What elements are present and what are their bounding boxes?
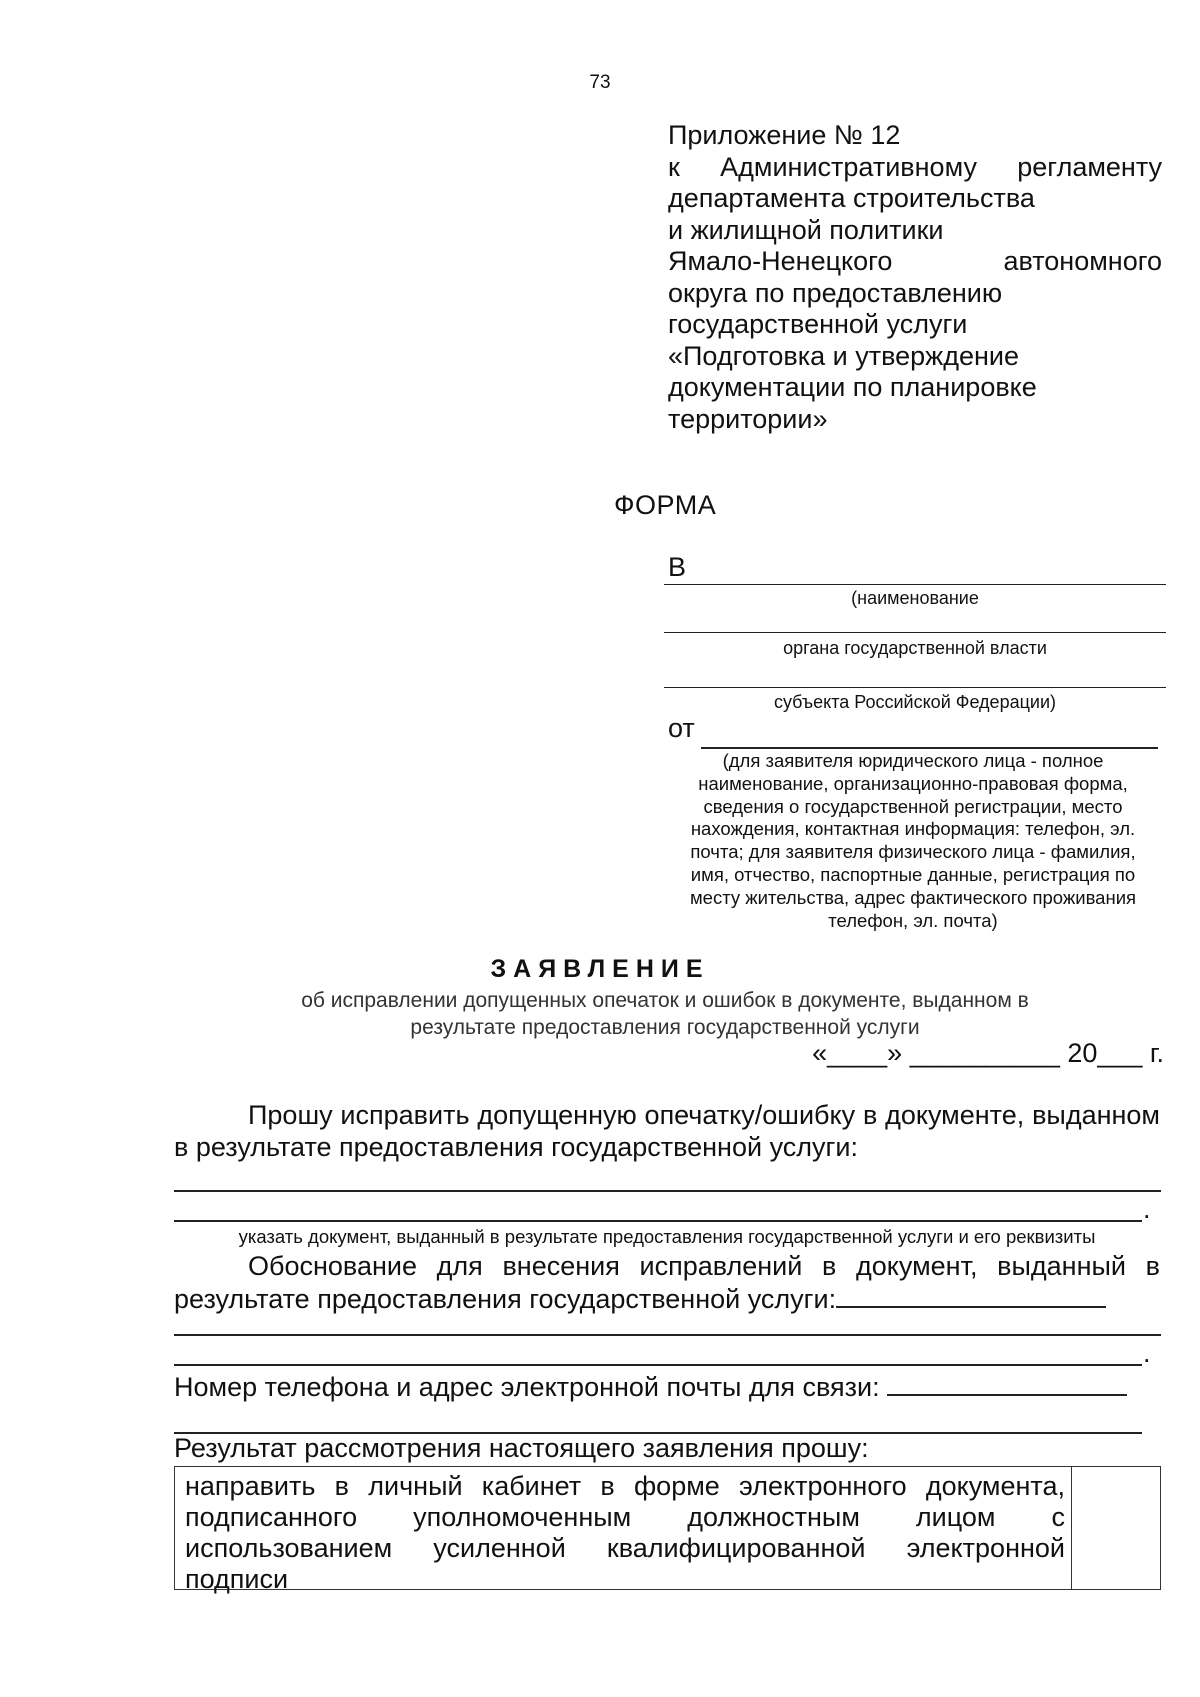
addressee-caption: субъекта Российской Федерации) [773, 692, 1057, 712]
addressee-field-line[interactable] [664, 584, 1166, 585]
justification-block [174, 1250, 1160, 1315]
appendix-line: государственной услуги [668, 309, 968, 339]
appendix-header [668, 120, 1162, 435]
justification-paragraph: Обоснование для внесения исправлений в документ, выданный в результате предоставления государственной услуги: [174, 1251, 1160, 1314]
applicant-caption-line: месту жительства, адрес фактического проживания [689, 886, 1137, 908]
result-option-checkbox[interactable] [1073, 1467, 1160, 1589]
contact-row [174, 1370, 1160, 1403]
appendix-line: Приложение № 12 [668, 120, 901, 150]
applicant-caption-line: почта; для заявителя физического лица - фамилия, [690, 841, 1136, 863]
contact-label: Номер телефона и адрес электронной почты для связи: [174, 1372, 880, 1402]
applicant-caption-line: сведения о государственной регистрации, место [703, 795, 1123, 817]
justification-field-line[interactable] [174, 1334, 1161, 1336]
date-field[interactable]: «____» __________ 20___ г. [812, 1038, 1164, 1068]
addressee-prefix: В [668, 552, 687, 582]
appendix-line: округа по предоставлению [668, 277, 1003, 308]
appendix-line: «Подготовка и утверждение [668, 340, 1019, 371]
applicant-caption [668, 750, 1158, 932]
applicant-caption-line: телефон, эл. почта) [828, 909, 998, 931]
appendix-line: к Административному регламенту [668, 151, 1162, 182]
page-number: 73 [589, 72, 611, 93]
form-label: ФОРМА [614, 490, 717, 520]
addressee-caption: органа государственной власти [783, 638, 1047, 658]
applicant-field-line[interactable] [701, 747, 1158, 749]
request-paragraph: Прошу исправить допущенную опечатку/ошибку в документе, выданном в результате предоставления государственной услуги: [174, 1100, 1160, 1162]
applicant-caption-line: нахождения, контактная информация: телефон, эл. [690, 818, 1136, 840]
statement-title: ЗАЯВЛЕНИЕ [490, 955, 710, 983]
document-field-line[interactable] [174, 1190, 1161, 1192]
applicant-prefix: от [668, 713, 695, 743]
result-option-text: направить в личный кабинет в форме электронного документа, подписанного уполномоченным должностным лицом с использованием усиленной квалифицированной электронной подписи [185, 1471, 1065, 1594]
appendix-line: и жилищной политики [668, 214, 944, 245]
table-divider [1071, 1467, 1072, 1589]
applicant-caption-line: наименование, организационно-правовая форма, [698, 772, 1128, 794]
contact-field-line[interactable] [887, 1370, 1127, 1396]
addressee-field-line[interactable] [664, 687, 1166, 688]
justification-field-line[interactable] [174, 1364, 1142, 1366]
addressee-field-line[interactable] [664, 632, 1166, 633]
appendix-line: территории» [668, 403, 828, 434]
statement-subtitle-line: об исправлении допущенных опечаток и ошибок в документе, выданном в [301, 989, 1029, 1012]
statement-subtitle [170, 987, 1160, 1041]
appendix-line: департамента строительства [668, 183, 1035, 213]
document-field-line[interactable] [174, 1220, 1142, 1222]
line-period: . [1143, 1194, 1151, 1224]
line-period: . [1143, 1338, 1151, 1368]
applicant-caption-line: имя, отчество, паспортные данные, регистрация по [690, 863, 1136, 885]
appendix-line: документации по планировке [668, 372, 1037, 402]
document-caption: указать документ, выданный в результате предоставления государственной услуги и его реквизиты [238, 1226, 1096, 1247]
justification-field-line[interactable] [836, 1282, 1106, 1308]
addressee-caption: (наименование [851, 588, 979, 608]
result-options-table [174, 1466, 1161, 1594]
appendix-line: Ямало-Ненецкого автономного [668, 246, 1162, 276]
applicant-caption-line: (для заявителя юридического лица - полное [722, 750, 1104, 771]
result-label: Результат рассмотрения настоящего заявления прошу: [174, 1433, 869, 1463]
statement-subtitle-line: результате предоставления государственной услуги [410, 1016, 920, 1039]
